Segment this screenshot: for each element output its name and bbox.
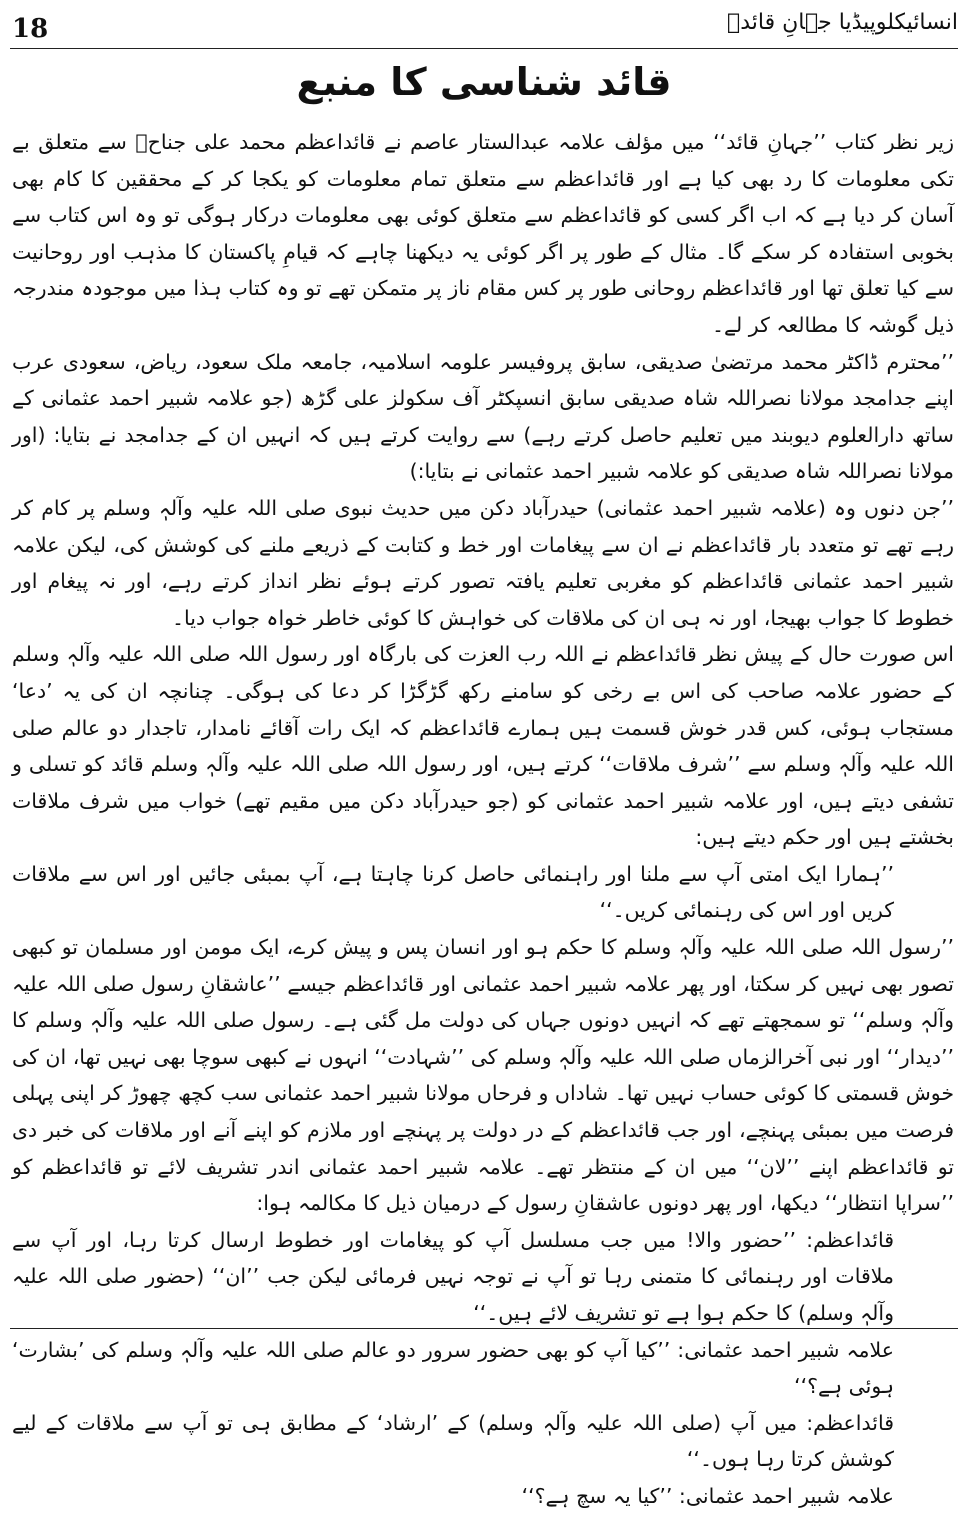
body-text [12, 124, 954, 1515]
paragraph-command: ’’ہمارا ایک امتی آپ سے ملنا اور راہنمائی حاصل کرنا چاہتا ہے، آپ بمبئی جائیں اور اس سے ملاقات کریں اور اس کی رہنمائی کریں۔‘‘ [12, 861, 894, 923]
dialogue-usmani-2: علامہ شبیر احمد عثمانی: ’’کیا یہ سچ ہے؟‘‘ [521, 1483, 894, 1508]
paragraph-hyderabad: ’’جن دنوں وہ (علامہ شبیر احمد عثمانی) حیدرآباد دکن میں حدیث نبوی صلی اللہ علیہ وآلہٖ وسلم پر کام کر رہے تھے تو متعدد بار قائداعظم نے ان سے پیغامات اور خط و کتابت کے ذریعے ملنے کی کوشش کی، لیکن علامہ شبیر احمد عثمانی قائداعظم کو مغربی تعلیم یافتہ تصور کرتے ہوئے نظر انداز کرتے رہے، اور نہ پیغام اور خطوط کا جواب بھیجا، اور نہ ہی ان کی ملاقات کی خواہش کا کوئی خاطر خواہ جواب دیا۔ [12, 495, 954, 630]
page-number: 18 [12, 14, 49, 44]
dialogue-usmani-1: علامہ شبیر احمد عثمانی: ’’کیا آپ کو بھی حضور سرور دو عالم صلی اللہ علیہ وآلہٖ وسلم کی ’بشارت‘ ہوئی ہے؟‘‘ [12, 1337, 894, 1399]
header-divider [10, 48, 958, 49]
running-title: انسائیکلوپیڈیا جہانِ قائدؒ [727, 10, 958, 35]
dialogue-quaid-1: قائداعظم: ’’حضور والا! میں جب مسلسل آپ کو پیغامات اور خطوط ارسال کرتا رہا، اور آپ سے ملاقات اور رہنمائی کا متمنی رہا تو آپ نے توجہ نہیں فرمائی لیکن جب ’’ان‘‘ (حضور صلی اللہ علیہ وآلہٖ وسلم) کا حکم ہوا ہے تو تشریف لائے ہیں۔‘‘ [12, 1227, 894, 1325]
paragraph-narration: ’’محترم ڈاکٹر محمد مرتضیٰ صدیقی، سابق پروفیسر علومہ اسلامیہ، جامعہ ملک سعود، ریاض، سعودی عرب اپنے جدامجد مولانا نصراللہ شاہ صدیقی سابق انسپکٹر آف سکولز علی گڑھ (جو علامہ شبیر احمد عثمانی کے ساتھ دارالعلوم دیوبند میں تعلیم حاصل کرتے رہے) سے روایت کرتے ہیں کہ انہیں ان کے جدامجد نے بتایا: (اور مولانا نصراللہ شاہ صدیقی کو علامہ شبیر احمد عثمانی نے بتایا:) [12, 349, 954, 484]
paragraph-meeting: ’’رسول اللہ صلی اللہ علیہ وآلہٖ وسلم کا حکم ہو اور انسان پس و پیش کرے، ایک مومن اور مسلمان تو کبھی تصور بھی نہیں کر سکتا، اور پھر علامہ شبیر احمد عثمانی اور قائداعظم جیسے ’’عاشقانِ رسول صلی اللہ علیہ وآلہٖ وسلم‘‘ تو سمجھتے تھے کہ انہیں دونوں جہاں کی دولت مل گئی ہے۔ رسول صلی اللہ علیہ وآلہٖ وسلم کا ’’دیدار‘‘ اور نبی آخرالزماں صلی اللہ علیہ وآلہٖ وسلم کی ’’شہادت‘‘ انہوں نے کبھی سوچا بھی نہیں تھا، ان کی خوش قسمتی کا کوئی حساب نہیں تھا۔ شاداں و فرحاں مولانا شبیر احمد عثمانی سب کچھ چھوڑ کر اپنی پہلی فرصت میں بمبئی پہنچے، اور جب قائداعظم کے در دولت پر پہنچے اور ملازم کو اپنے آنے اور ملاقات کی خبر دی تو قائداعظم اپنے ’’لان‘‘ میں ان کے منتظر تھے۔ علامہ شبیر احمد عثمانی اندر تشریف لائے تو قائداعظم کو ’’سراپا انتظار‘‘ دیکھا، اور پھر دونوں عاشقانِ رسول کے درمیان ذیل کا مکالمہ ہوا: [12, 935, 954, 1216]
dialogue-quaid-2: قائداعظم: میں آپ (صلی اللہ علیہ وآلہٖ وسلم) کے ’ارشاد‘ کے مطابق ہی تو آپ سے ملاقات کے لیے کوشش کرتا رہا ہوں۔‘‘ [12, 1410, 894, 1472]
paragraph-dua: اس صورت حال کے پیش نظر قائداعظم نے اللہ رب العزت کی بارگاہ اور رسول اللہ صلی اللہ علیہ وآلہٖ وسلم کے حضور علامہ صاحب کی اس بے رخی کو سامنے رکھ گڑگڑا کر دعا کی ہوگی۔ چنانچہ ان کی یہ ’دعا‘ مستجاب ہوئی، کس قدر خوش قسمت ہیں ہمارے قائداعظم کہ ایک رات آقائے نامدار، تاجدار دو عالم صلی اللہ علیہ وآلہٖ وسلم سے ’’شرف ملاقات‘‘ کرتے ہیں، اور رسول اللہ صلی اللہ علیہ وآلہٖ وسلم قائد کو تسلی و تشفی دیتے ہیں، اور علامہ شبیر احمد عثمانی کو (جو حیدرآباد دکن میں مقیم تھے) خواب میں شرف ملاقات بخشتے ہیں اور حکم دیتے ہیں: [12, 642, 954, 850]
chapter-title: قائد شناسی کا منبع [296, 60, 672, 104]
footer-divider [10, 1328, 958, 1329]
paragraph-intro: زیر نظر کتاب ’’جہانِ قائد‘‘ میں مؤلف علامہ عبدالستار عاصم نے قائداعظم محمد علی جناحؒ سے متعلق بے تکی معلومات کا رد بھی کیا ہے اور قائداعظم سے متعلق تمام معلومات کو یکجا کر کے محققین کا کام بھی آسان کر دیا ہے کہ اب اگر کسی کو قائداعظم سے متعلق کوئی بھی معلومات درکار ہوگی تو وہ اس کتاب سے بخوبی استفادہ کر سکے گا۔ مثال کے طور پر اگر کوئی یہ دیکھنا چاہے کہ قیامِ پاکستان کا مذہب اور روحانیت سے کیا تعلق تھا اور قائداعظم روحانی طور پر کس مقام ناز پر متمکن تھے تو وہ کتاب ہذا میں موجودہ مندرجہ ذیل گوشہ کا مطالعہ کر لے۔ [12, 130, 954, 337]
page-header [0, 0, 968, 50]
